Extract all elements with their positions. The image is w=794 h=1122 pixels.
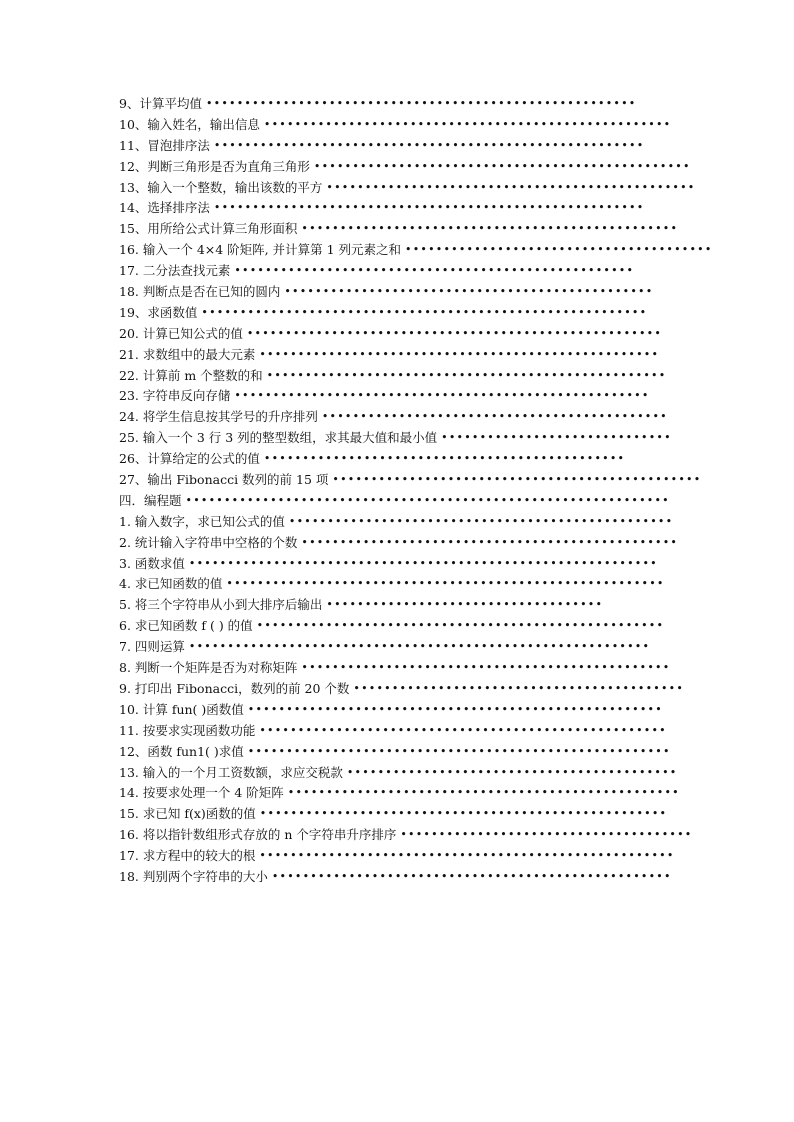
toc-entry-title: 14. 按要求处理一个 4 阶矩阵 [119,785,284,801]
toc-leader-dots: ••••••••••••••••••••••••••••••••••••••••••••••••••••••••••••••• [185,493,670,507]
toc-leader-dots: •••••••••••••••••••••••••••••••••••••••••••••••••••••••••• [201,305,648,319]
toc-leader-dots: ••••••••••••••••••••••••••••••••••••••••••••••••••••• [256,619,665,633]
toc-leader-dots: ••••••••••••••••••••••••••••••••••••••••••••••••••••• [263,117,672,131]
toc-entry-title: 13. 输入的一个月工资数额，求应交税款 [119,764,343,780]
toc-entry[interactable] [119,721,667,742]
toc-leader-dots: •••••••••••••••••••••••••••••••••••••••••••••••••••••••• [213,201,645,215]
toc-leader-dots: •••••••••••••••••••••••••••••••••••••••••••••••••••• [266,368,667,382]
toc-leader-dots: •••••••••••••••••••••••••••••••••••••••••••••••••••••• [247,702,663,716]
toc-entry[interactable] [119,470,702,491]
toc-entry-title: 26、计算给定的公式的值 [119,451,260,467]
toc-leader-dots: •••••••••••••••••••••••••••••••••••••••••••••••••••• [234,264,635,278]
toc-entry-title: 16. 将以指针数组形式存放的 n 个字符串升序排序 [119,827,397,843]
toc-leader-dots: ••••••••••••••••••••••••••••••••••••••••••••••• [263,452,626,466]
toc-leader-dots: •••••••••••••••••••••••••••••••••••••••••••••••••••••••••••• [188,640,651,654]
toc-entry[interactable] [119,679,685,700]
toc-entry-title: 22. 计算前 m 个整数的和 [119,367,263,383]
toc-entry[interactable] [119,846,675,867]
toc-leader-dots: •••••••••••••••••••••••••••••••••••• [326,598,604,612]
toc-entry-title: 17. 二分法查找元素 [119,263,231,279]
toc-entry[interactable] [119,303,659,324]
toc-entry-title: 14、选择排序法 [119,200,210,216]
toc-entry-title: 17. 求方程中的较大的根 [119,848,256,864]
toc-entry[interactable] [119,198,659,219]
toc-entry[interactable] [119,345,659,366]
toc-leader-dots: ••••••••••••••••••••••••••••••••••••••••••••••••• [301,535,679,549]
toc-leader-dots: •••••••••••••••••••••••••••••••••••••••••••••••••••••••• [213,138,645,152]
toc-leader-dots: •••••••••••••••••••••••••••••• [441,431,672,445]
toc-entry-title: 10、输入姓名，输出信息 [119,116,260,132]
toc-entry[interactable] [119,512,674,533]
toc-entry-title: 15. 求已知 f(x)函数的值 [119,806,256,822]
toc-entry-title: 24. 将学生信息按其学号的升序排列 [119,409,318,425]
toc-entry[interactable] [119,407,668,428]
toc-entry[interactable] [119,763,678,784]
toc-entry-title: 4. 求已知函数的值 [119,576,223,592]
toc-entry[interactable] [119,700,663,721]
toc-leader-dots: ••••••••••••••••••••••••••••••••••••••••••••••••••••• [259,807,668,821]
toc-entry[interactable] [119,136,659,157]
toc-leader-dots: ••••••••••••••••••••••••••••••••••••••••••••••••• [301,222,679,236]
toc-leader-dots: •••••••••••••••••••••••••••••••••••••••••••••••••••• [259,347,660,361]
toc-leader-dots: •••••••••••••••••••••••••••••••••••••••• [405,243,713,257]
toc-section-heading[interactable] [119,491,670,512]
toc-leader-dots: •••••••••••••••••••••••••••••••••••••••••••••••••••••• [246,326,663,340]
toc-entry-title: 7. 四则运算 [119,639,185,655]
toc-leader-dots: •••••••••••••••••••••••••••••••••••••••••••••••• [284,285,654,299]
toc-entry-title: 18. 判断点是否在已知的圆内 [119,284,281,300]
toc-entry-title: 5. 将三个字符串从小到大排序后输出 [119,597,323,613]
toc-entry-title: 四．编程题 [119,492,182,508]
toc-entry-title: 23. 字符串反向存储 [119,388,231,404]
toc-entry-title: 10. 计算 fun( )函数值 [119,701,244,717]
toc-leader-dots: ••••••••••••••••••••••••••••••••••••••••••••••••••••••• [247,744,671,758]
toc-entry[interactable] [119,533,679,554]
toc-entry[interactable] [119,386,659,407]
toc-leader-dots: •••••••••••••••••••••••••••••••••••••••••••••••••••••••• [205,97,637,110]
toc-entry-title: 1. 输入数字，求已知公式的值 [119,513,285,529]
toc-entry[interactable] [119,637,659,658]
table-of-contents [119,94,713,888]
toc-entry[interactable] [119,804,668,825]
toc-entry-title: 3. 函数求值 [119,555,185,571]
toc-entry-title: 2. 统计输入字符串中空格的个数 [119,534,298,550]
toc-entry-title: 21. 求数组中的最大元素 [119,346,256,362]
toc-entry-title: 9. 打印出 Fibonacci，数列的前 20 个数 [119,680,350,696]
toc-entry[interactable] [119,449,659,470]
toc-entry[interactable] [119,115,672,136]
toc-entry[interactable] [119,554,659,575]
toc-leader-dots: •••••••••••••••••••••••••••••••••••••••••••••••••••• [271,869,672,883]
toc-leader-dots: •••••••••••••••••••••••••••••••••••••• [400,828,693,842]
toc-leader-dots: ••••••••••••••••••••••••••••••••••••••••••••••••••• [287,786,680,800]
toc-leader-dots: ••••••••••••••••••••••••••••••••••••••••••• [346,765,678,779]
toc-entry-title: 11、冒泡排序法 [119,137,210,153]
toc-entry[interactable] [119,94,659,115]
toc-leader-dots: •••••••••••••••••••••••••••••••••••••••••••••••• [301,661,671,675]
toc-leader-dots: ••••••••••••••••••••••••••••••••••••••••••••• [321,410,668,424]
toc-entry-title: 19、求函数值 [119,304,198,320]
toc-leader-dots: •••••••••••••••••••••••••••••••••••••••••••••••••• [288,514,674,528]
toc-entry[interactable] [119,428,672,449]
toc-entry[interactable] [119,825,693,846]
toc-entry[interactable] [119,219,679,240]
toc-entry-title: 11. 按要求实现函数功能 [119,722,256,738]
toc-leader-dots: •••••••••••••••••••••••••••••••••••••••••••••••••••••• [234,389,650,403]
toc-entry[interactable] [119,261,659,282]
toc-entry-title: 13、输入一个整数，输出该数的平方 [119,179,323,195]
toc-entry-title: 12、判断三角形是否为直角三角形 [119,158,310,174]
toc-entry[interactable] [119,157,691,178]
toc-entry[interactable] [119,742,671,763]
toc-entry-title: 12、函数 fun1( )求值 [119,743,244,759]
toc-entry[interactable] [119,366,667,387]
toc-entry[interactable] [119,867,672,888]
toc-entry[interactable] [119,282,659,303]
toc-entry[interactable] [119,616,665,637]
toc-entry-title: 25. 输入一个 3 行 3 列的整型数组，求其最大值和最小值 [119,430,438,446]
toc-leader-dots: ••••••••••••••••••••••••••••••••••••••••••••••••• [313,159,691,173]
toc-entry[interactable] [119,574,665,595]
toc-entry-title: 20. 计算已知公式的值 [119,325,243,341]
toc-entry-title: 27、输出 Fibonacci 数列的前 15 项 [119,472,329,488]
toc-leader-dots: •••••••••••••••••••••••••••••••••••••••••••••••• [326,180,696,194]
toc-leader-dots: •••••••••••••••••••••••••••••••••••••••••••••••••••••• [259,849,675,863]
toc-entry-title: 16. 输入一个 4×4 阶矩阵, 并计算第 1 列元素之和 [119,242,402,258]
toc-entry-title: 8. 判断一个矩阵是否为对称矩阵 [119,660,298,676]
toc-entry-title: 6. 求已知函数 f ( ) 的值 [119,618,253,634]
toc-entry[interactable] [119,240,713,261]
toc-leader-dots: ••••••••••••••••••••••••••••••••••••••••••••••••••••••••• [226,577,665,591]
toc-leader-dots: ••••••••••••••••••••••••••••••••••••••••••••••••••••••••••••• [188,556,658,570]
toc-entry-title: 9、计算平均值 [119,96,202,111]
toc-entry[interactable] [119,658,671,679]
toc-entry[interactable] [119,324,663,345]
toc-entry[interactable] [119,178,696,199]
toc-entry-title: 18. 判别两个字符串的大小 [119,868,268,884]
toc-entry[interactable] [119,595,659,616]
toc-leader-dots: •••••••••••••••••••••••••••••••••••••••••••••••• [332,473,702,487]
toc-leader-dots: ••••••••••••••••••••••••••••••••••••••••••• [353,681,685,695]
toc-entry[interactable] [119,783,680,804]
toc-leader-dots: ••••••••••••••••••••••••••••••••••••••••••••••••••••• [259,723,667,737]
toc-entry-title: 15、用所给公式计算三角形面积 [119,221,298,237]
